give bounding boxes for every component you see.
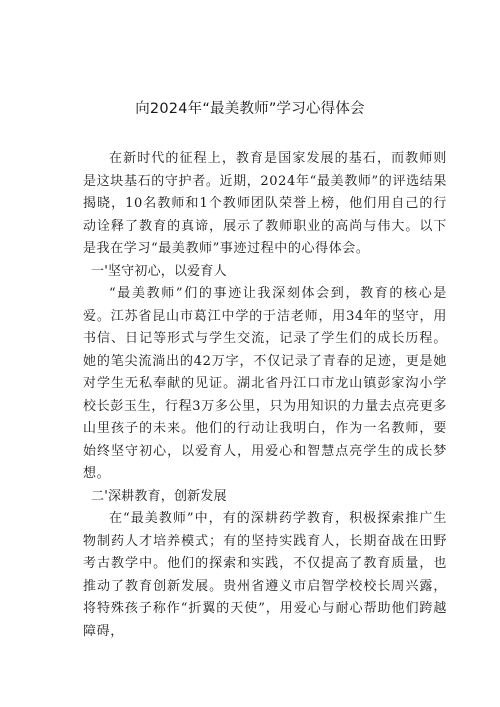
intro-paragraph: 在新时代的征程上，教育是国家发展的基石，而教师则是这块基石的守护者。近期，2024年“最美教师”的评选结果揭晓，10名教师和1个教师团队荣誉上榜，他们用自己的行动诠释了教育的真谛，展示了教师职业的高尚与伟大。以下是我在学习“最美教师”事迹过程中的心得体会。: [83, 151, 447, 256]
document-body: [83, 148, 447, 643]
section-heading-2: 二'深耕教育，创新发展: [91, 488, 227, 504]
section-heading-1: 一'坚守初心，以爱育人: [91, 263, 227, 279]
document-title: 向2024年“最美教师”学习心得体会: [135, 101, 365, 117]
section-2-paragraph: 在“最美教师”中，有的深耕药学教育，积极探索推广生物制药人才培养模式；有的坚持实践育人，长期奋战在田野考古教学中。他们的探索和实践，不仅提高了教育质量，也推动了教育创新发展。贵州省遵义市启智学校校长周兴露，将特殊孩子称作“折翼的天使”，用爱心与耐心帮助他们跨越障碍，: [83, 511, 447, 639]
section-1-paragraph: “最美教师”们的事迹让我深刻体会到，教育的核心是爱。江苏省昆山市葛江中学的于洁老师，用34年的坚守，用书信、日记等形式与学生交流，记录了学生们的成长历程。她的笔尖流淌出的42万字，不仅记录了青春的足迹，更是她对学生无私奉献的见证。湖北省丹江口市龙山镇彭家沟小学校长彭玉生，行程3万多公里，只为用知识的力量去点亮更多山里孩子的未来。他们的行动让我明白，作为一名教师，要始终坚守初心，以爱育人，用爱心和智慧点亮学生的成长梦想。: [83, 286, 447, 481]
